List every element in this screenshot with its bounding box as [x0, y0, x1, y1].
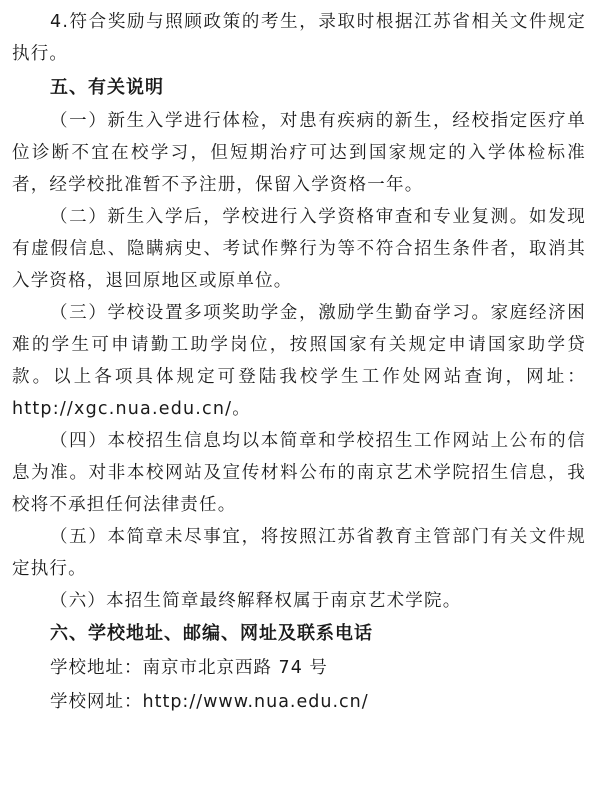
note-item-1: （一）新生入学进行体检，对患有疾病的新生，经校指定医疗单位诊断不宜在校学习，但短期治疗可达到国家规定的入学体检标准者，经学校批准暂不予注册，保留入学资格一年。	[12, 111, 586, 195]
note-item-2: （二）新生入学后，学校进行入学资格审查和专业复测。如发现有虚假信息、隐瞒病史、考试作弊行为等不符合招生条件者，取消其入学资格，退回原地区或原单位。	[12, 207, 586, 291]
section-heading-contact: 六、学校地址、邮编、网址及联系电话	[50, 623, 373, 644]
note-item-4: （四）本校招生信息均以本简章和学校招生工作网站上公布的信息为准。对非本校网站及宣传材料公布的南京艺术学院招生信息，我校将不承担任何法律责任。	[12, 431, 586, 515]
paragraph-rule-4: 4.符合奖励与照顾政策的考生，录取时根据江苏省相关文件规定执行。	[12, 12, 586, 64]
school-website: 学校网址：http://www.nua.edu.cn/	[50, 692, 369, 712]
school-address: 学校地址：南京市北京西路 74 号	[50, 658, 328, 678]
note-item-6: （六）本招生简章最终解释权属于南京艺术学院。	[50, 591, 462, 611]
note-item-3: （三）学校设置多项奖助学金，激励学生勤奋学习。家庭经济困难的学生可申请勤工助学岗位，按照国家有关规定申请国家助学贷款。以上各项具体规定可登陆我校学生工作处网站查询，网址：http://xgc.nua.edu.cn/。	[12, 303, 586, 419]
note-item-5: （五）本简章未尽事宜，将按照江苏省教育主管部门有关文件规定执行。	[12, 527, 586, 579]
section-heading-notes: 五、有关说明	[50, 77, 164, 98]
